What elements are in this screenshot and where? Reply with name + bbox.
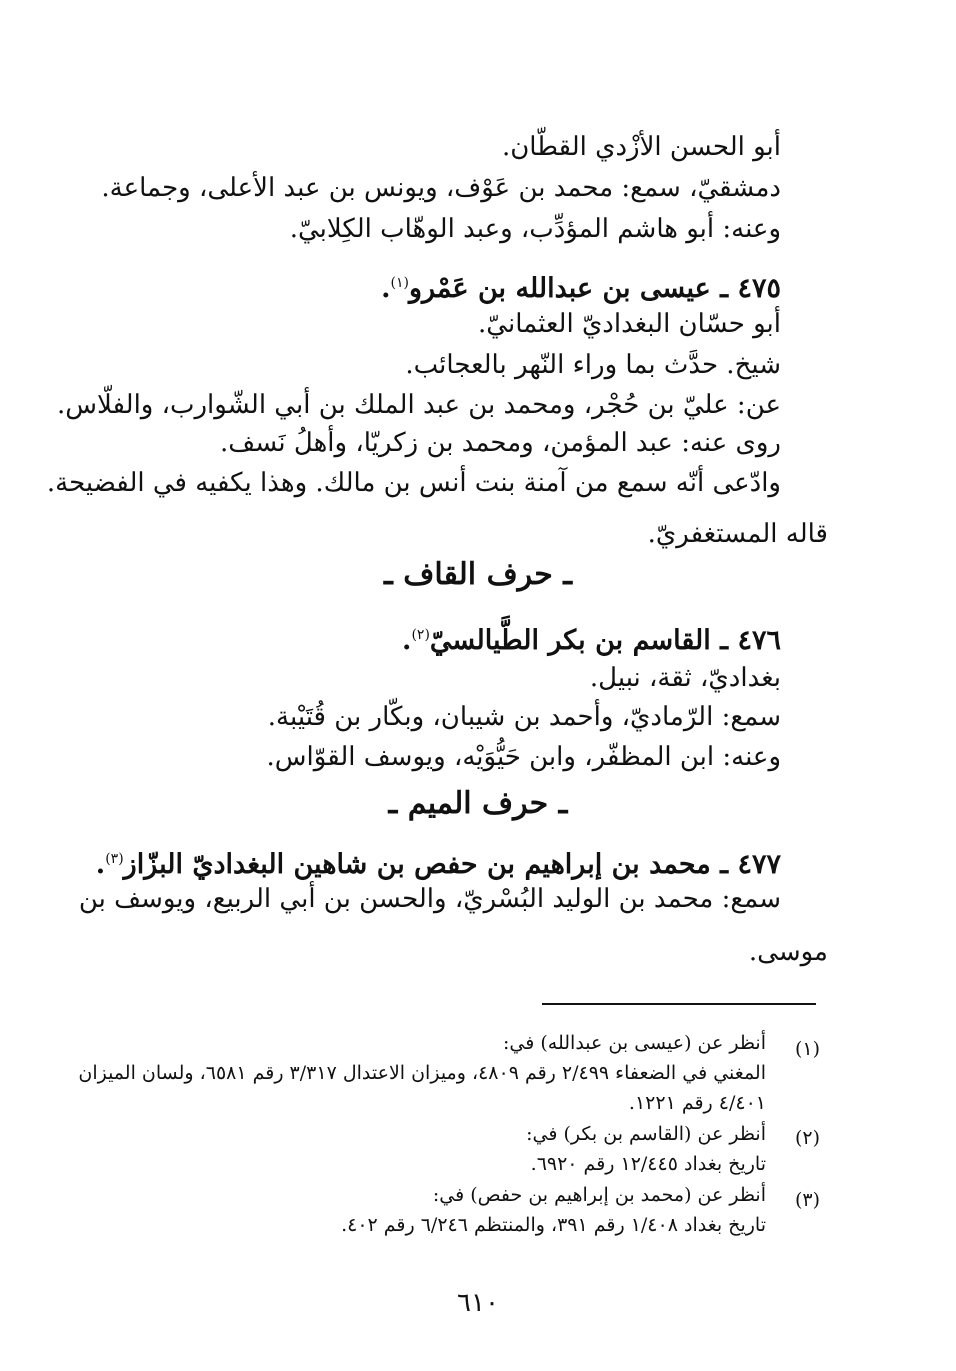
- entry-line: سمع: محمد بن الوليد البُسْريّ، والحسن بن أبي الربيع، ويوسف بن: [78, 884, 781, 914]
- entry-title-475: ٤٧٥ ـ عيسى بن عبدالله بن عَمْرو$^{(١)}$.: [381, 273, 781, 304]
- footnote-ref: (١): [390, 275, 409, 291]
- footnote-line: تاريخ بغداد ١/٤٠٨ رقم ٣٩١، والمنتظم ٦/٢٤٦ رقم ٤٠٢.: [341, 1214, 766, 1236]
- entry-line: بغداديّ، ثقة، نبيل.: [589, 663, 781, 693]
- body-line: أبو الحسن الأزْدي القطّان.: [501, 132, 781, 162]
- entry-line: عن: عليّ بن حُجْر، ومحمد بن عبد الملك بن أبي الشّوارب، والفلّاس.: [56, 390, 781, 420]
- footnote-ref: (٣): [105, 851, 124, 867]
- section-heading-mim: ـ حرف الميم ـ: [388, 786, 568, 821]
- footnote-line: المغني في الضعفاء ٢/٤٩٩ رقم ٤٨٠٩، وميزان الاعتدال ٣/٣١٧ رقم ٦٥٨١، ولسان الميزان: [78, 1062, 766, 1084]
- footnote-line: أنظر عن (محمد بن إبراهيم بن حفص) في:: [432, 1184, 766, 1206]
- page-number: ٦١٠: [457, 1288, 499, 1318]
- body-line: وعنه: أبو هاشم المؤدِّب، وعبد الوهّاب الكِلابيّ.: [289, 214, 781, 244]
- entry-line: موسى.: [748, 937, 828, 967]
- footnote-line: تاريخ بغداد ١٢/٤٤٥ رقم ٦٩٢٠.: [530, 1153, 766, 1175]
- footnote-ref: (٢): [411, 627, 430, 643]
- footnote-separator: [542, 1003, 816, 1005]
- section-heading-qaf: ـ حرف القاف ـ: [384, 557, 572, 592]
- entry-line: سمع: الرّماديّ، وأحمد بن شيبان، وبكّار بن قُتَيْبة.: [267, 702, 781, 732]
- entry-title-477: ٤٧٧ ـ محمد بن إبراهيم بن حفص بن شاهين البغداديّ البزّاز$^{(٣)}$.: [95, 849, 781, 880]
- entry-line: روى عنه: عبد المؤمن، ومحمد بن زكريّا، وأهلُ نَسف.: [220, 428, 781, 458]
- entry-title-476: ٤٧٦ ـ القاسم بن بكر الطَّيالسيّ$^{(٢)}$.: [402, 625, 781, 656]
- entry-line: قاله المستغفريّ.: [647, 519, 828, 549]
- entry-line: شيخ. حدَّث بما وراء النّهر بالعجائب.: [405, 350, 781, 380]
- body-line: دمشقيّ، سمع: محمد بن عَوْف، ويونس بن عبد الأعلى، وجماعة.: [101, 173, 781, 203]
- footnote-number: (١): [794, 1038, 820, 1060]
- entry-line: وادّعى أنّه سمع من آمنة بنت أنس بن مالك. وهذا يكفيه في الفضيحة.: [46, 468, 781, 498]
- footnote-number: (٣): [794, 1189, 820, 1211]
- footnote-line: أنظر عن (عيسى بن عبدالله) في:: [503, 1032, 766, 1054]
- entry-line: أبو حسّان البغداديّ العثمانيّ.: [478, 309, 781, 339]
- entry-line: وعنه: ابن المظفّر، وابن حَيُّوَيْه، ويوسف القوّاس.: [266, 742, 781, 772]
- footnote-line: ٤/٤٠١ رقم ١٢٢١.: [628, 1092, 766, 1114]
- footnote-number: (٢): [794, 1127, 820, 1149]
- footnote-line: أنظر عن (القاسم بن بكر) في:: [526, 1123, 766, 1145]
